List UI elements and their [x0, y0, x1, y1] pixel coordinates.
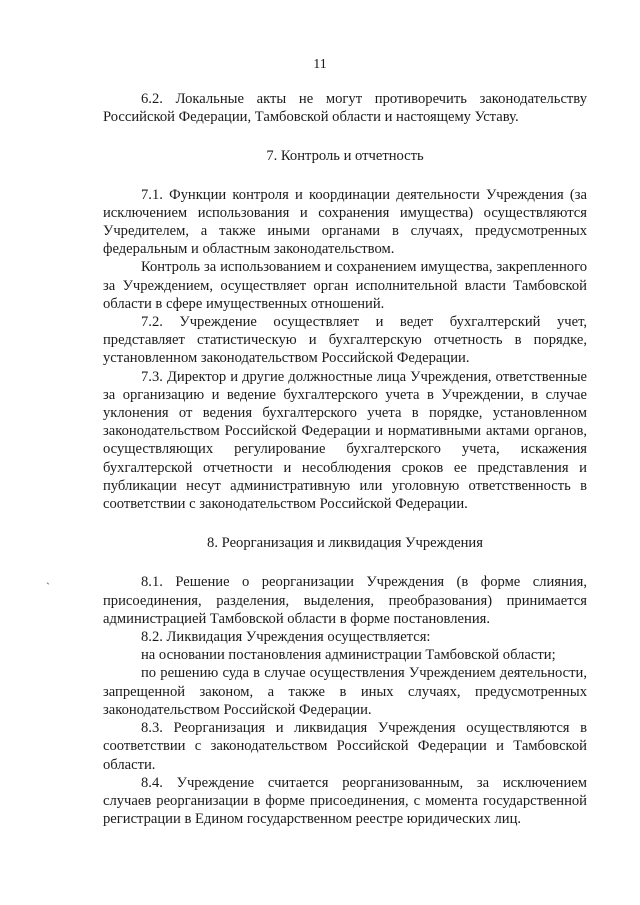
section-heading-8: 8. Реорганизация и ликвидация Учреждения [207, 535, 483, 552]
page-number: 11 [313, 57, 327, 72]
document-body [103, 90, 587, 828]
paragraph-8-2-item-b: по решению суда в случае осуществления Учреждением деятельности, запрещенной законом, а также в иных случаях, предусмотренных законодательством Российской Федерации. [103, 665, 587, 718]
paragraph-7-1: 7.1. Функции контроля и координации деятельности Учреждения (за исключением использования и сохранения имущества) осуществляются Учредителем, а также иными органами в случаях, предусмотренных федеральным и областным законодательством. [103, 186, 587, 258]
section-heading-7: 7. Контроль и отчетность [266, 148, 424, 165]
stray-mark: ` [46, 580, 50, 594]
paragraph-7-1-control: Контроль за использованием и сохранением имущества, закрепленного за Учреждением, осуществляет орган исполнительной власти Тамбовской области в сфере имущественных отношений. [103, 259, 587, 312]
paragraph-6-2: 6.2. Локальные акты не могут противоречить законодательству Российской Федерации, Тамбовской области и настоящему Уставу. [103, 91, 587, 126]
paragraph-8-2: 8.2. Ликвидация Учреждения осуществляется: [141, 629, 431, 646]
paragraph-8-1: 8.1. Решение о реорганизации Учреждения (в форме слияния, присоединения, разделения, выделения, преобразования) принимается администрацией Тамбовской области в форме постановления. [103, 574, 587, 627]
paragraph-8-2-item-a: на основании постановления администрации Тамбовской области; [141, 647, 556, 664]
paragraph-8-4: 8.4. Учреждение считается реорганизованным, за исключением случаев реорганизации в форме присоединения, с момента государственной регистрации в Едином государственном реестре юридических лиц. [103, 774, 587, 828]
paragraph-8-3: 8.3. Реорганизация и ликвидация Учреждения осуществляются в соответствии с законодательством Российской Федерации и Тамбовской области. [103, 720, 587, 773]
paragraph-7-2: 7.2. Учреждение осуществляет и ведет бухгалтерский учет, представляет статистическую и бухгалтерскую отчетность в порядке, установленном законодательством Российской Федерации. [103, 314, 587, 367]
paragraph-7-3: 7.3. Директор и другие должностные лица Учреждения, ответственные за организацию и ведение бухгалтерского учета в Учреждении, в случае уклонения от ведения бухгалтерского учета в порядке, установленном законодательством Российской Федерации и нормативными актами органов, осуществляющих регулирование бухгалтерского учета, искажения бухгалтерской отчетности и несоблюдения сроков ее представления и публикации несут административную или уголовную ответственность в соответствии с законодательством Российской Федерации. [103, 368, 587, 513]
